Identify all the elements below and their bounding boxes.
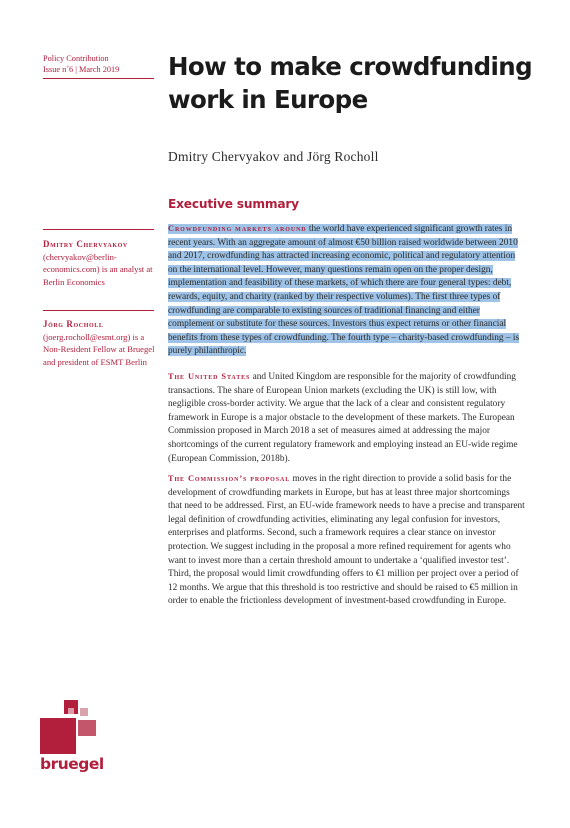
bio-divider [43,310,154,311]
paragraph-body: and United Kingdom are responsible for the majority of crowdfunding transactions. The share of European Union markets (excluding the UK) is still low, with negligible cross-border activity. We argue that the lack of a clear and consistent regulatory framework in Europe is a major obstacle to the development of these markets. The European Commission proposed in March 2018 a set of measures aimed at addressing the major shortcomings of the current regulatory framework and employing instead an EU-wide regime (European Commission, 2018b). [168,372,518,464]
paragraph-lead: The Commission’s proposal [168,474,291,483]
paragraph-body: the world have experienced significant growth rates in recent years. With an aggregate amount of almost €50 billion raised worldwide between 2010 and 2017, crowdfunding has attracted increasing economic, political and regulatory attention on the international level. However, many questions remain open on the proper design, implementation and feasibility of these markets, of which there are four general types: debt, rewards, equity, and charity (ranked by their respective volumes). The first three types of crowdfunding are comparable to existing sources of traditional financing and either complement or substitute for these sources. Investors thus expect returns or other financial benefits from these types of crowdfunding. The fourth type – charity-based crowdfunding – is purely philanthropic. [168,224,520,357]
issue-label: Issue n˚6 | March 2019 [43,65,120,74]
publication-meta [43,53,161,75]
bio-text: (chervyakov@berlin-economics.com) is an analyst at Berlin Economics [43,251,153,287]
series-label: Policy Contribution [43,54,109,63]
bio-divider [43,229,154,230]
paragraph-lead: The United States [168,372,251,381]
selected-text[interactable] [168,224,519,356]
bio-text: (joerg.rocholl@esmt.org) is a Non-Resident Fellow at Bruegel and president of ESMT Berlin [43,331,155,367]
summary-paragraph-1 [168,222,526,359]
summary-paragraph-2 [168,370,526,466]
meta-divider [43,78,154,79]
author-bio-rocholl [43,318,155,368]
logo-wordmark: bruegel [40,755,104,773]
summary-paragraph-3 [168,472,526,609]
author-bio-chervyakov [43,238,155,288]
bio-name: Jörg Rocholl [43,319,104,329]
paragraph-lead: Crowdfunding markets around [168,224,307,233]
authors-line: Dmitry Chervyakov and Jörg Rocholl [168,149,379,164]
executive-summary-heading: Executive summary [168,197,299,211]
paragraph-body: moves in the right direction to provide a solid basis for the development of crowdfunding markets in Europe, but has at least three major shortcomings that need to be addressed. First, an EU-wide framework needs to have a precise and transparent legal definition of crowdfunding activities, eliminating any legal confusion for investors, enterprises and platforms. Second, such a framework requires a clear stance on investor protection. We suggest including in the proposal a more refined requirement for agents who want to invest more than a certain threshold amount to undertake a ‘qualified investor test’. Third, the proposal would limit crowdfunding offers to €1 million per project over a period of 12 months. We argue that this threshold is too restrictive and should be raised to €5 million in order to enable the frictionless development of investment-based crowdfunding in Europe. [168,474,525,607]
document-title: How to make crowdfunding work in Europe [168,52,533,114]
bio-name: Dmitry Chervyakov [43,239,128,249]
